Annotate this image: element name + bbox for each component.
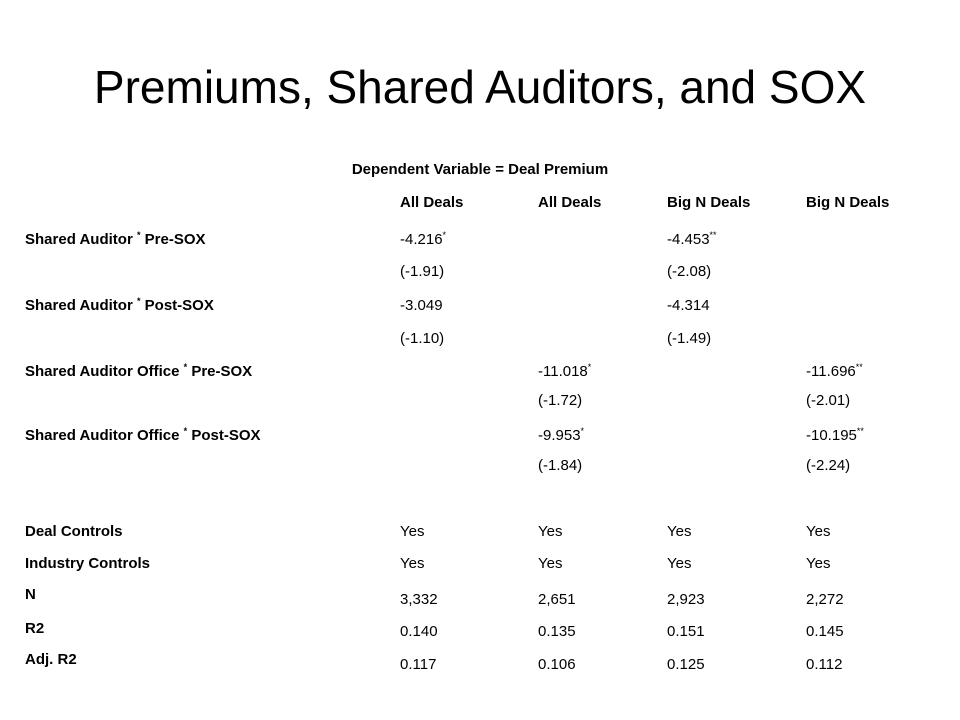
coefficient-cell: -4.453** <box>667 230 717 248</box>
coefficient-cell: -10.195** <box>806 426 864 444</box>
row-label-shared-auditor-office-post-sox: Shared Auditor Office * Post-SOX <box>25 426 261 444</box>
significance-stars: * <box>587 362 592 372</box>
table-cell: Yes <box>538 523 563 540</box>
table-cell: 0.135 <box>538 623 576 640</box>
t-stat-cell: (-2.01) <box>806 392 851 409</box>
row-label-shared-auditor-post-sox: Shared Auditor * Post-SOX <box>25 296 214 314</box>
row-label-shared-auditor-pre-sox: Shared Auditor * Pre-SOX <box>25 230 206 248</box>
table-cell: 0.112 <box>806 656 843 673</box>
dependent-variable-heading: Dependent Variable = Deal Premium <box>351 161 609 178</box>
coefficient-cell: -11.018* <box>538 362 592 380</box>
significance-stars: ** <box>856 426 864 436</box>
significance-stars: ** <box>855 362 863 372</box>
row-label-adj-r2: Adj. R2 <box>25 651 77 668</box>
table-cell: 2,272 <box>806 591 844 608</box>
t-stat-cell: (-2.08) <box>667 263 712 280</box>
table-cell: 0.151 <box>667 623 705 640</box>
table-cell: 0.140 <box>400 623 438 640</box>
t-stat-cell: (-1.84) <box>538 457 583 474</box>
table-cell: 3,332 <box>400 591 438 608</box>
column-header-2: All Deals <box>538 194 602 211</box>
row-label-r2: R2 <box>25 620 45 637</box>
table-cell: 2,923 <box>667 591 705 608</box>
table-cell: Yes <box>806 523 831 540</box>
t-stat-cell: (-2.24) <box>806 457 851 474</box>
t-stat-cell: (-1.49) <box>667 330 712 347</box>
coefficient-cell: -4.314 <box>667 297 710 314</box>
row-label-n: N <box>25 586 36 603</box>
slide-title: Premiums, Shared Auditors, and SOX <box>93 61 867 113</box>
coefficient-cell: -9.953* <box>538 426 585 444</box>
t-stat-cell: (-1.72) <box>538 392 583 409</box>
significance-stars: ** <box>709 230 717 240</box>
column-header-1: All Deals <box>400 194 464 211</box>
table-cell: Yes <box>400 555 425 572</box>
row-label-industry-controls: Industry Controls <box>25 555 151 572</box>
t-stat-cell: (-1.10) <box>400 330 445 347</box>
row-label-deal-controls: Deal Controls <box>25 523 123 540</box>
column-header-3: Big N Deals <box>667 194 751 211</box>
row-label-shared-auditor-office-pre-sox: Shared Auditor Office * Pre-SOX <box>25 362 253 380</box>
table-cell: Yes <box>806 555 831 572</box>
t-stat-cell: (-1.91) <box>400 263 445 280</box>
table-cell: 0.125 <box>667 656 705 673</box>
table-cell: Yes <box>667 523 692 540</box>
significance-stars: * <box>442 230 447 240</box>
table-cell: 0.106 <box>538 656 576 673</box>
table-cell: Yes <box>667 555 692 572</box>
column-header-4: Big N Deals <box>806 194 890 211</box>
table-cell: 2,651 <box>538 591 576 608</box>
coefficient-cell: -3.049 <box>400 297 443 314</box>
table-cell: Yes <box>400 523 425 540</box>
table-cell: Yes <box>538 555 563 572</box>
table-cell: 0.145 <box>806 623 844 640</box>
significance-stars: * <box>580 426 585 436</box>
coefficient-cell: -11.696** <box>806 362 863 380</box>
table-cell: 0.117 <box>400 656 437 673</box>
coefficient-cell: -4.216* <box>400 230 447 248</box>
